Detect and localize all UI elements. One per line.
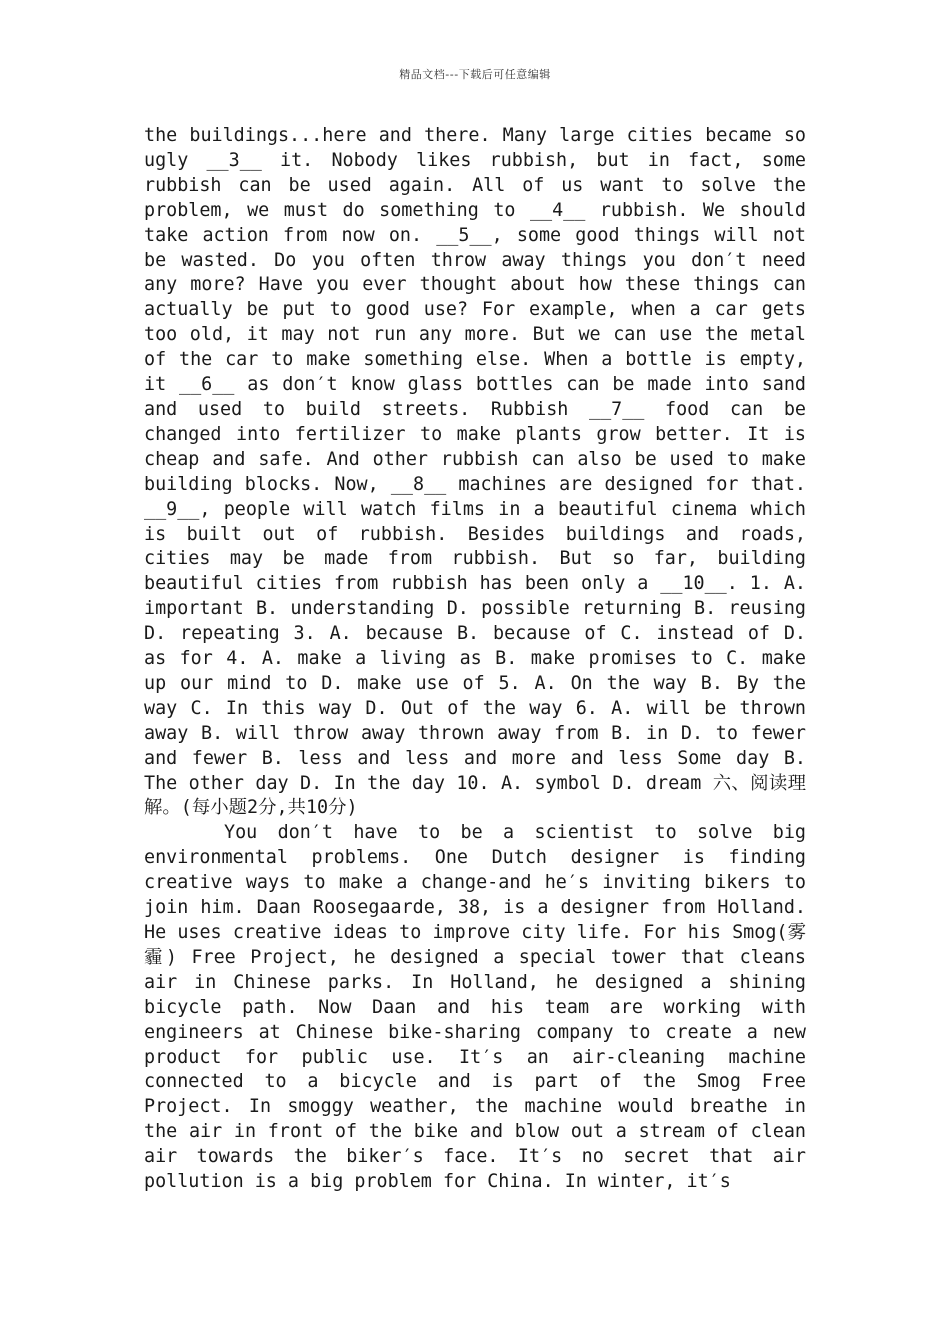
paragraph-cloze-passage: the buildings...here and there. Many large cities became so ugly __3__ it. Nobody likes rubbish, but in fact, some rubbish can be used again. All of us want to solve the problem, we must do something to __4__ rubbish. We should take action from now on. __5__, some good things will not be wasted. Do you often throw away things you don′t need any more? Have you ever thought about how these things can actually be put to good use? For example, when a car gets too old, it may not run any more. But we can use the metal of the car to make something else. When a bottle is empty, it __6__ as don′t know glass bottles can be made into sand and used to build streets. Rubbish __7__ food can be changed into fertilizer to make plants grow better. It is cheap and safe. And other rubbish can also be used to make building blocks. Now, __8__ machines are designed for that. __9__, people will watch films in a beautiful cinema which is built out of rubbish. Besides buildings and roads, cities may be made from rubbish. But so far, building beautiful cities from rubbish has been only a __10__. 1. A. important B. understanding D. possible returning B. reusing D. repeating 3. A. because B. because of C. instead of D. as for 4. A. make a living as B. make promises to C. make up our mind to D. make use of 5. A. On the way B. By the way C. In this way D. Out of the way 6. A. will be thrown away B. will throw away thrown away from B. in D. to fewer and fewer B. less and less and more and less Some day B. The other day D. In the day 10. A. symbol D. dream 六、阅读理解。(每小题2分,共10分)	[144, 125, 806, 819]
paragraph-reading-passage: You don′t have to be a scientist to solve big environmental problems. One Dutch designer is finding creative ways to make a change-and he′s inviting bikers to join him. Daan Roosegaarde, 38, is a designer from Holland. He uses creative ideas to improve city life. For his Smog(雾霾) Free Project, he designed a special tower that cleans air in Chinese parks. In Holland, he designed a shining bicycle path. Now Daan and his team are working with engineers at Chinese bike-sharing company to create a new product for public use. It′s an air-cleaning machine connected to a bicycle and is part of the Smog Free Project. In smoggy weather, the machine would breathe in the air in front of the bike and blow out a stream of clean air towards the biker′s face. It′s no secret that air pollution is a big problem for China. In winter, it′s	[144, 822, 806, 1193]
page-header: 精品文档---下载后可任意编辑	[399, 68, 551, 81]
document-body	[144, 124, 806, 1195]
